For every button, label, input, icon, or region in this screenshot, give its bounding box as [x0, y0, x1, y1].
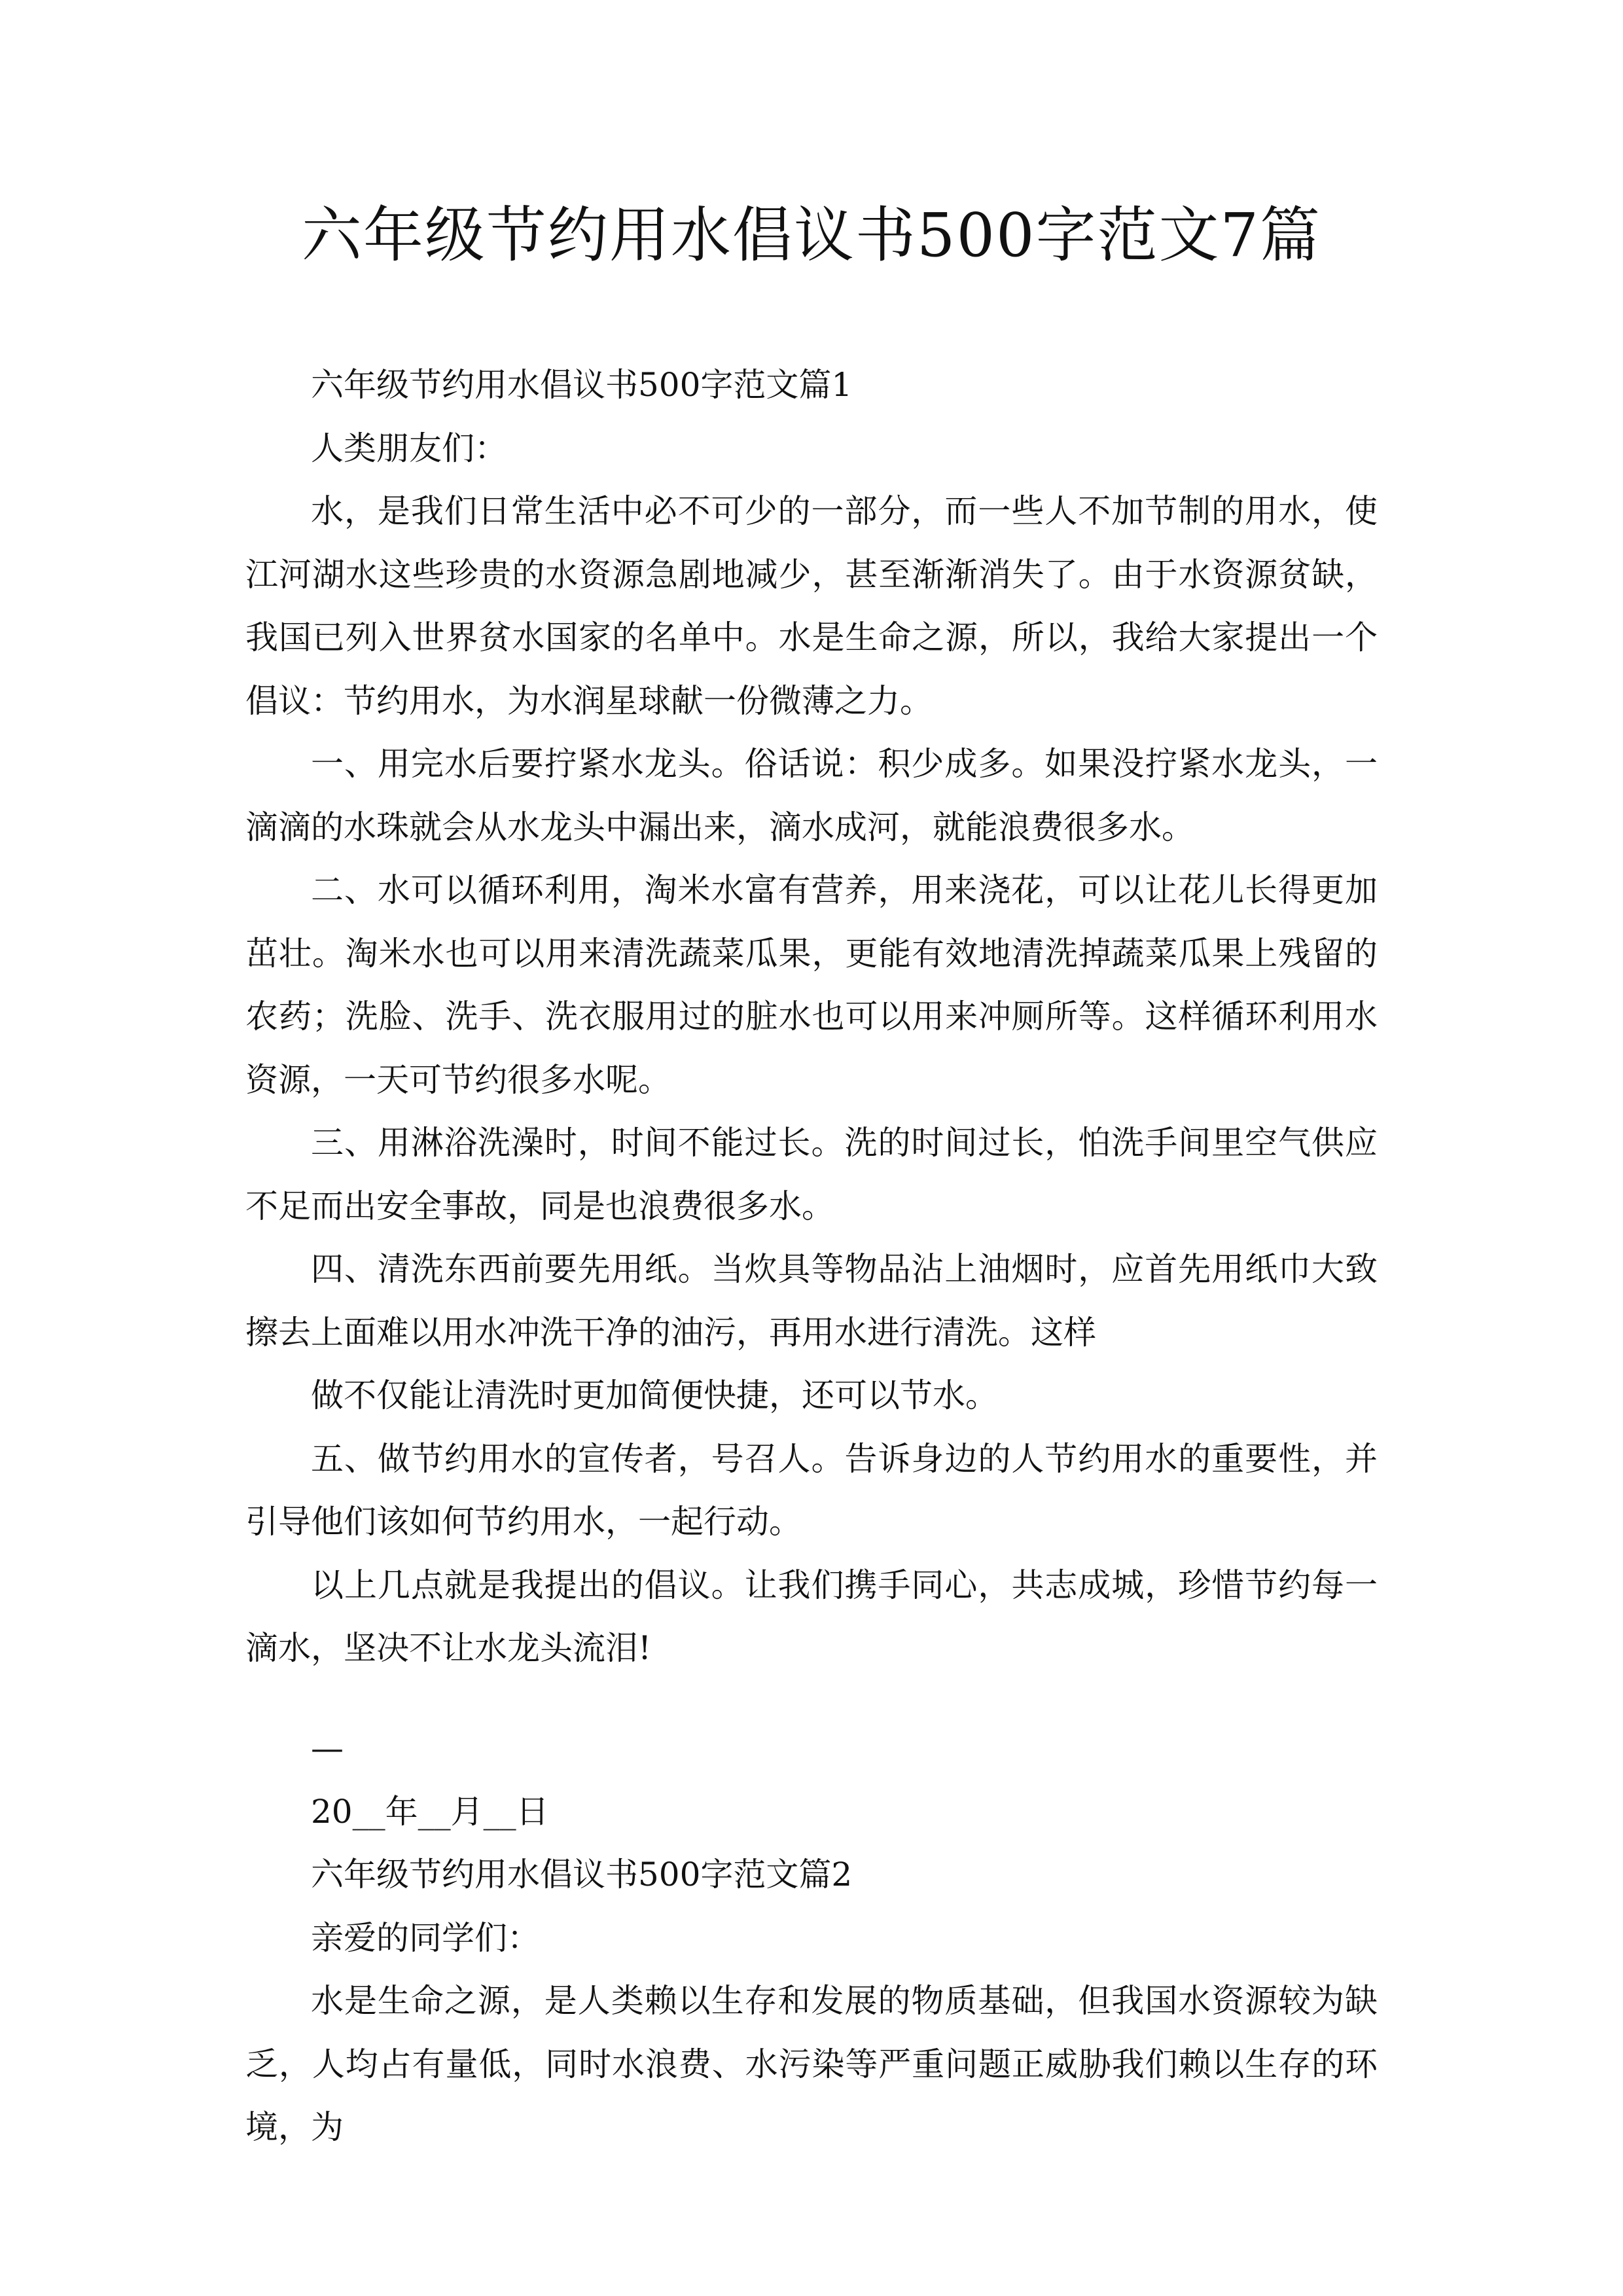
paragraph-point-3: 三、用淋浴洗澡时，时间不能过长。洗的时间过长，怕洗手间里空气供应不足而出安全事故，同是也浪费很多水。 [245, 1124, 1378, 1225]
paragraph-point-5: 五、做节约用水的宣传者，号召人。告诉身边的人节约用水的重要性，并引导他们该如何节约用水，一起行动。 [245, 1439, 1378, 1541]
paragraph-point-4-continued: 做不仅能让清洗时更加简便快捷，还可以节水。 [311, 1376, 998, 1414]
date-line: 20__年__月__日 [311, 1792, 549, 1831]
section-heading-1: 六年级节约用水倡议书500字范文篇1 [311, 366, 853, 404]
salutation-2: 亲爱的同学们： [311, 1918, 540, 1957]
signature-dash: — [311, 1729, 344, 1767]
salutation: 人类朋友们： [311, 429, 507, 467]
paragraph-intro: 水，是我们日常生活中必不可少的一部分，而一些人不加节制的用水，使江河湖水这些珍贵的水资源急剧地减少，甚至渐渐消失了。由于水资源贫缺，我国已列入世界贫水国家的名单中。水是生命之源，所以，我给大家提出一个倡议：节约用水，为水润星球献一份微薄之力。 [245, 492, 1378, 720]
paragraph-point-1: 一、用完水后要拧紧水龙头。俗话说：积少成多。如果没拧紧水龙头，一滴滴的水珠就会从水龙头中漏出来，滴水成河，就能浪费很多水。 [245, 745, 1378, 846]
paragraph-2-intro: 水是生命之源，是人类赖以生存和发展的物质基础，但我国水资源较为缺乏，人均占有量低，同时水浪费、水污染等严重问题正威胁我们赖以生存的环境，为 [245, 1982, 1378, 2146]
section-heading-2: 六年级节约用水倡议书500字范文篇2 [311, 1856, 853, 1893]
paragraph-conclusion: 以上几点就是我提出的倡议。让我们携手同心，共志成城，珍惜节约每一滴水，坚决不让水龙头流泪! [245, 1566, 1378, 1667]
document-body [245, 353, 1378, 2159]
document-title: 六年级节约用水倡议书500字范文7篇 [301, 200, 1322, 270]
paragraph-point-2: 二、水可以循环利用，淘米水富有营养，用来浇花，可以让花儿长得更加茁壮。淘米水也可以用来清洗蔬菜瓜果，更能有效地清洗掉蔬菜瓜果上残留的农药；洗脸、洗手、洗衣服用过的脏水也可以用来冲厕所等。这样循环利用水资源，一天可节约很多水呢。 [245, 871, 1378, 1099]
paragraph-point-4: 四、清洗东西前要先用纸。当炊具等物品沾上油烟时，应首先用纸巾大致擦去上面难以用水冲洗干净的油污，再用水进行清洗。这样 [245, 1250, 1378, 1352]
